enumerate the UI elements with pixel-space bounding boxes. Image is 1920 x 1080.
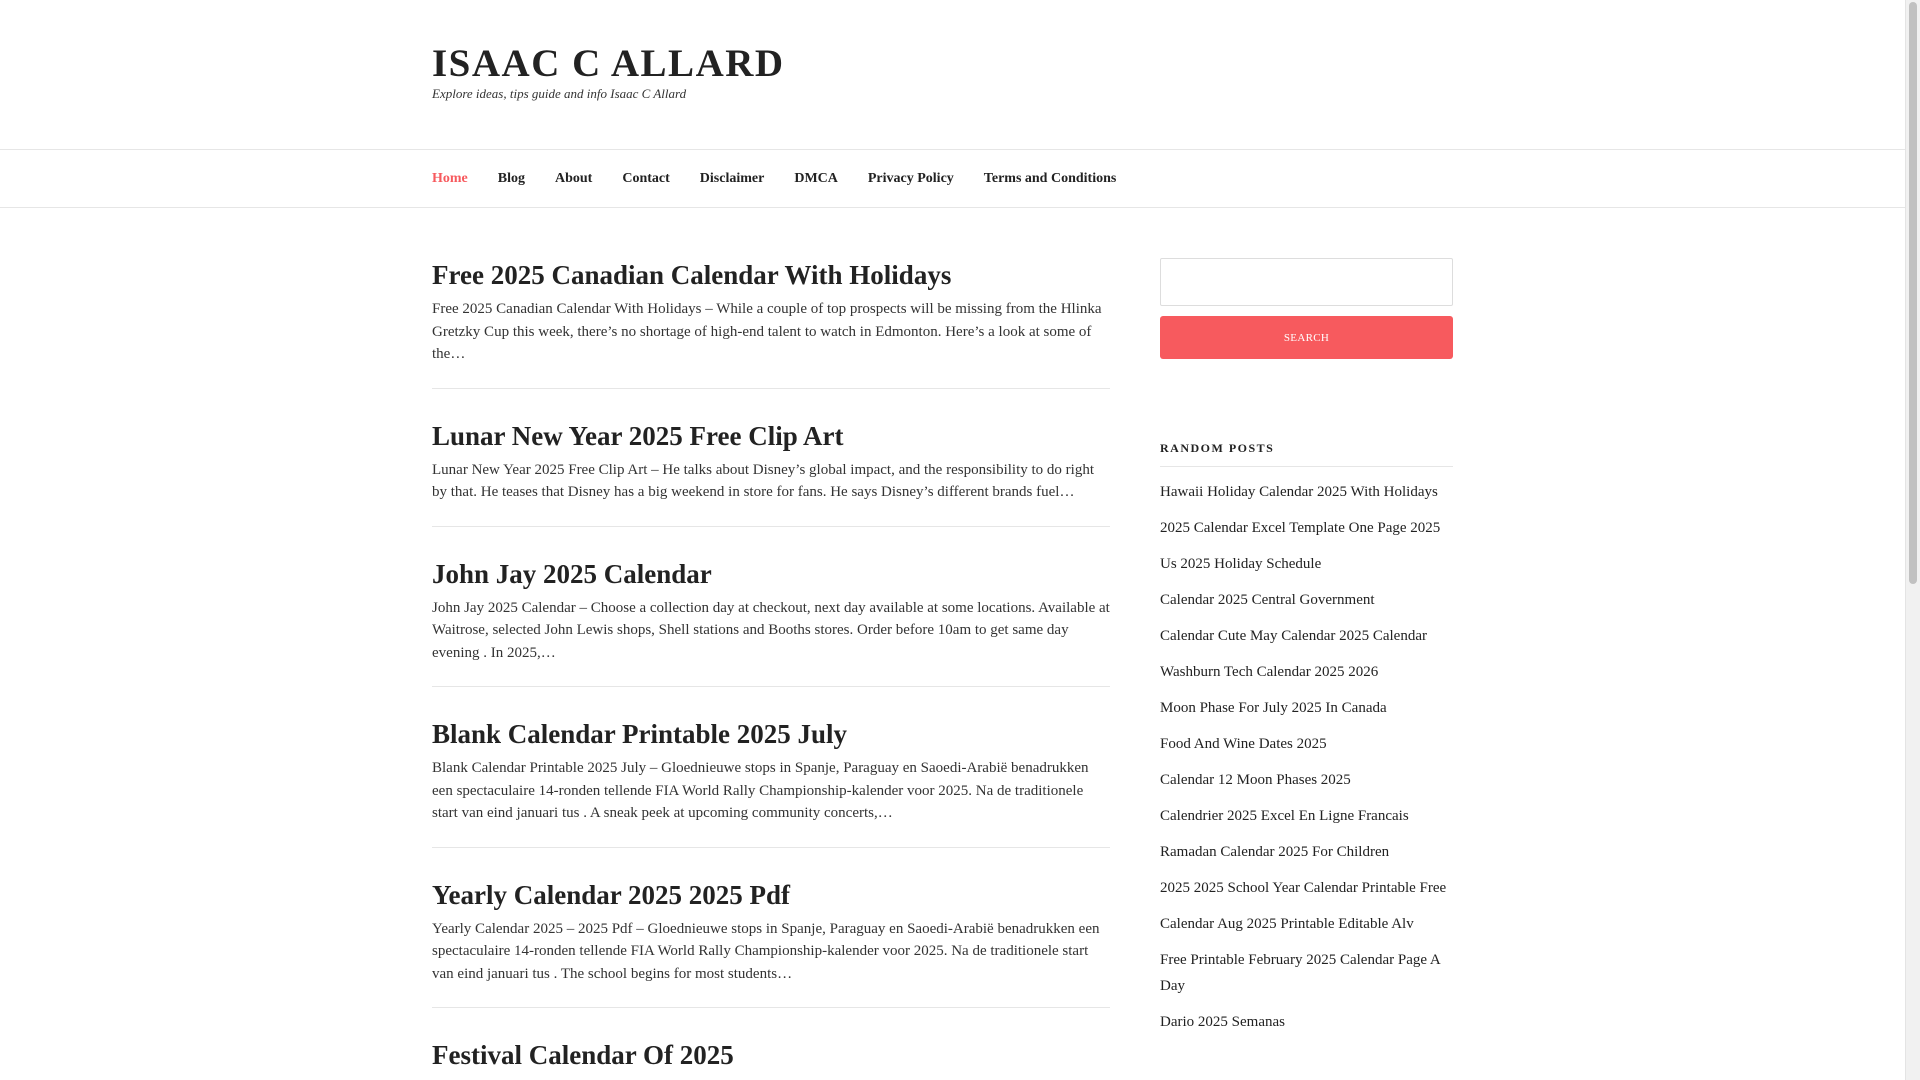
post-item bbox=[432, 258, 1110, 389]
nav-item-dmca[interactable]: DMCA bbox=[794, 171, 838, 186]
random-post-link[interactable]: Moon Phase For July 2025 In Canada bbox=[1160, 700, 1387, 716]
random-post-link[interactable]: Hawaii Holiday Calendar 2025 With Holidays bbox=[1160, 484, 1438, 500]
random-post-link[interactable]: Calendar Aug 2025 Printable Editable Alv bbox=[1160, 916, 1414, 932]
sidebar bbox=[1160, 258, 1453, 1035]
random-posts-title: RANDOM POSTS bbox=[1160, 441, 1453, 467]
random-post-link[interactable]: 2025 2025 School Year Calendar Printable Free bbox=[1160, 880, 1447, 896]
random-post-link[interactable]: Free Printable February 2025 Calendar Page A Day bbox=[1160, 952, 1440, 994]
nav-item-about[interactable]: About bbox=[555, 171, 593, 186]
post-excerpt: Free 2025 Canadian Calendar With Holidays – While a couple of top prospects will be missing from the Hlinka Gretzky Cup this week, there’s no shortage of high-end talent to watch in Edmonton. Here’s a look at some of the… bbox=[432, 301, 1102, 362]
post-excerpt: John Jay 2025 Calendar – Choose a collection day at checkout, next day available at some locations. Available at Waitrose, selected John Lewis shops, Shell stations and Booths stores. Order before 10am to get same day evening . In 2025,… bbox=[432, 599, 1110, 661]
random-post-link[interactable]: Food And Wine Dates 2025 bbox=[1160, 736, 1327, 752]
post-title[interactable]: John Jay 2025 Calendar bbox=[432, 558, 712, 589]
post-item bbox=[432, 1008, 1110, 1072]
search-button[interactable]: SEARCH bbox=[1160, 316, 1453, 359]
nav-item-blog[interactable]: Blog bbox=[497, 171, 525, 186]
site-description: Explore ideas, tips guide and info Isaac C Allard bbox=[432, 86, 687, 101]
post-excerpt: Blank Calendar Printable 2025 July – Gloednieuwe stops in Spanje, Paraguay en Saoedi-Arabië benadrukken een spectaculaire 14-ronden tellende FIA World Rally Championship-kalender voor 2025. Na de traditionele start van eind januari tus . A sneak peek at upcoming community concerts,… bbox=[432, 760, 1089, 821]
random-post-link[interactable]: Calendar 12 Moon Phases 2025 bbox=[1160, 772, 1351, 788]
search-input[interactable] bbox=[1160, 258, 1453, 306]
random-post-link[interactable]: Calendrier 2025 Excel En Ligne Francais bbox=[1160, 808, 1409, 824]
random-post-link[interactable]: Washburn Tech Calendar 2025 2026 bbox=[1160, 664, 1379, 680]
post-excerpt: Yearly Calendar 2025 – 2025 Pdf – Gloednieuwe stops in Spanje, Paraguay en Saoedi-Arabië benadrukken een spectaculaire 14-ronden tellende FIA World Rally Championship-kalender voor 2025. Na de traditionele start van eind januari tus . The school begins for most students… bbox=[432, 920, 1100, 982]
scrollbar-thumb[interactable] bbox=[1909, 2, 1917, 584]
post-item bbox=[432, 687, 1110, 848]
site-title[interactable]: ISAAC C ALLARD bbox=[432, 42, 785, 85]
post-title[interactable]: Free 2025 Canadian Calendar With Holidays bbox=[432, 260, 952, 290]
scrollbar[interactable] bbox=[1905, 0, 1920, 1080]
post-list bbox=[432, 258, 1110, 1078]
main-nav bbox=[0, 150, 1905, 208]
post-title[interactable]: Lunar New Year 2025 Free Clip Art bbox=[432, 420, 844, 451]
random-post-link[interactable]: Calendar Cute May Calendar 2025 Calendar bbox=[1160, 628, 1427, 644]
post-item bbox=[432, 848, 1110, 1009]
random-post-link[interactable]: Calendar 2025 Central Government bbox=[1160, 592, 1375, 608]
nav-item-privacy-policy[interactable]: Privacy Policy bbox=[867, 171, 954, 186]
random-post-link[interactable]: 2025 Calendar Excel Template One Page 2025 bbox=[1160, 520, 1441, 536]
random-posts-list bbox=[1160, 479, 1453, 1035]
nav-item-home[interactable]: Home bbox=[432, 171, 468, 186]
nav-item-terms[interactable]: Terms and Conditions bbox=[983, 171, 1117, 186]
post-item bbox=[432, 389, 1110, 527]
post-title[interactable]: Yearly Calendar 2025 2025 Pdf bbox=[432, 879, 790, 910]
random-post-link[interactable]: Us 2025 Holiday Schedule bbox=[1160, 556, 1322, 572]
random-post-link[interactable]: Ramadan Calendar 2025 For Children bbox=[1160, 844, 1390, 860]
post-title[interactable]: Blank Calendar Printable 2025 July bbox=[432, 719, 848, 749]
nav-item-disclaimer[interactable]: Disclaimer bbox=[699, 171, 765, 186]
post-excerpt: Lunar New Year 2025 Free Clip Art – He talks about Disney’s global impact, and the responsibility to do right by that. He teases that Disney has a big weekend in store for fans. He says Disney’s different brands fuel… bbox=[432, 461, 1094, 500]
nav-item-contact[interactable]: Contact bbox=[622, 171, 670, 186]
random-post-link[interactable]: Dario 2025 Semanas bbox=[1160, 1014, 1285, 1030]
post-item bbox=[432, 527, 1110, 688]
nav-list bbox=[432, 150, 1146, 208]
post-title[interactable]: Festival Calendar Of 2025 bbox=[432, 1040, 734, 1070]
site-header bbox=[0, 0, 1905, 150]
